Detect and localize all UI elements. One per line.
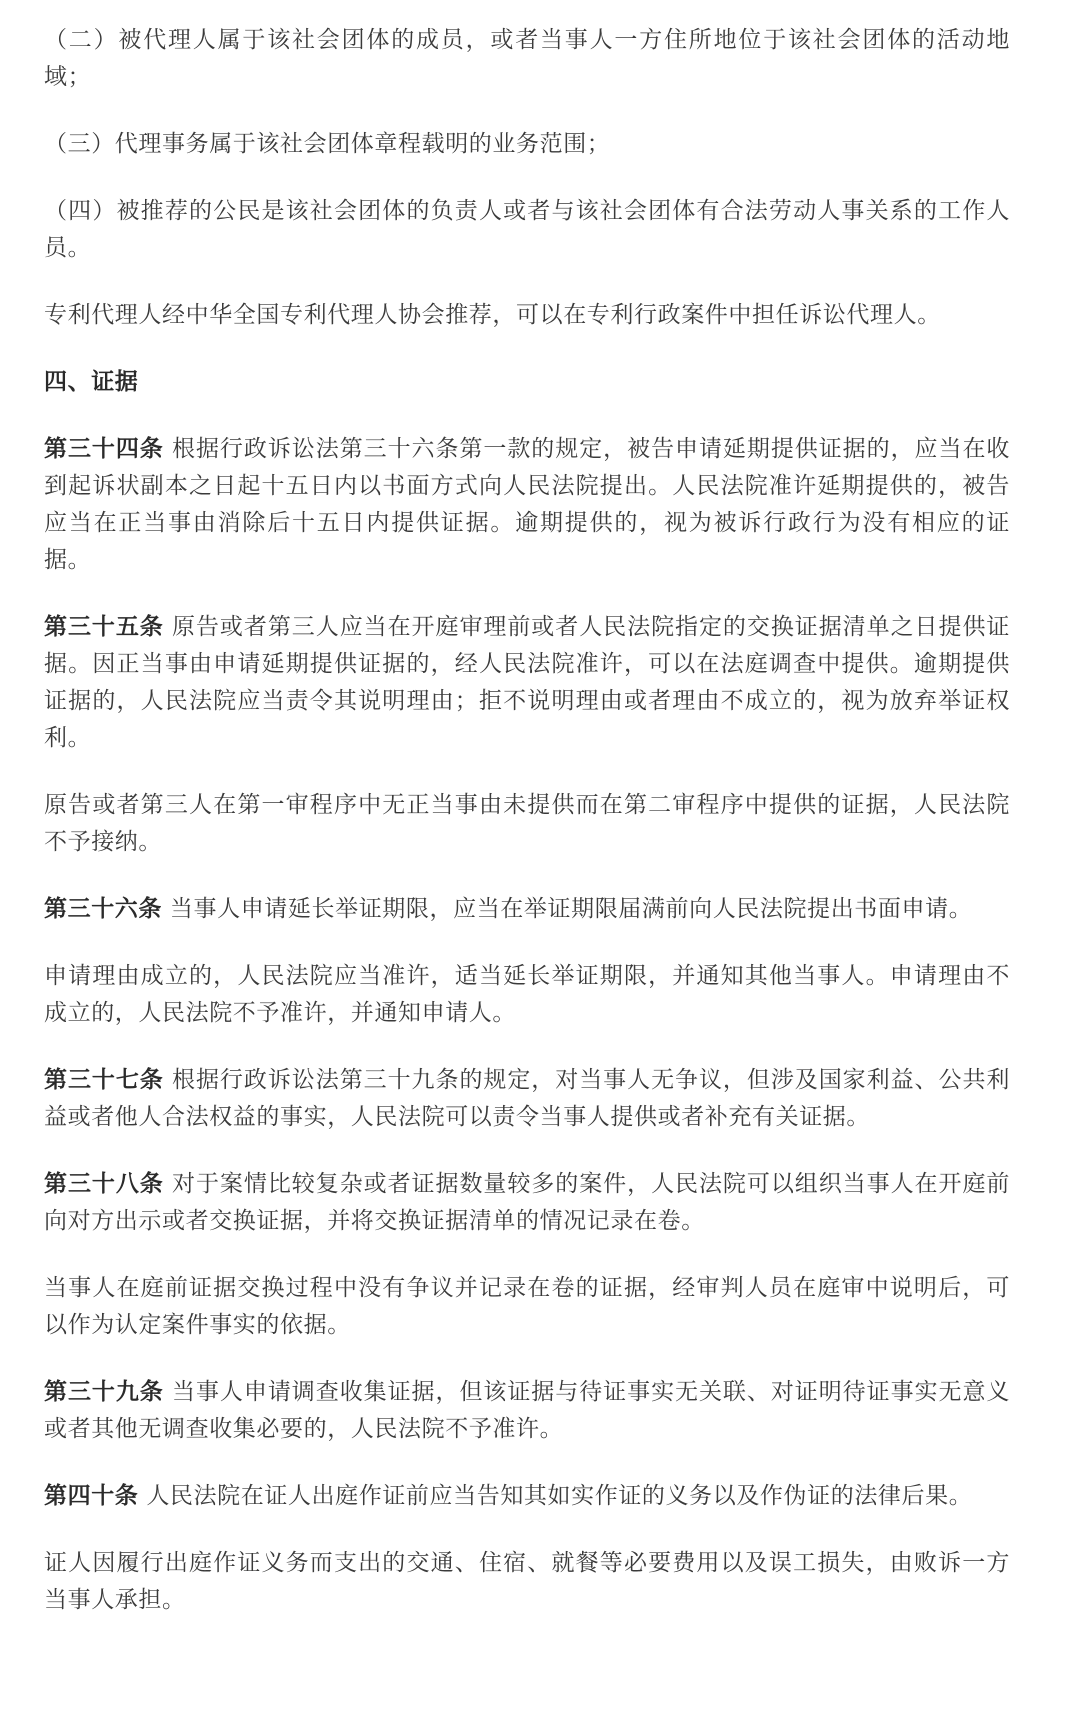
paragraph-text: （三）代理事务属于该社会团体章程载明的业务范围；: [44, 131, 611, 157]
article-text: 对于案情比较复杂或者证据数量较多的案件，人民法院可以组织当事人在开庭前向对方出示或者交换证据，并将交换证据清单的情况记录在卷。: [44, 1171, 1010, 1234]
article-34: [44, 431, 1010, 579]
article-37: [44, 1062, 1010, 1136]
paragraph-4: [44, 193, 1010, 267]
article-38-para-2: [44, 1270, 1010, 1344]
article-text: 原告或者第三人应当在开庭审理前或者人民法院指定的交换证据清单之日提供证据。因正当事由申请延期提供证据的，经人民法院准许，可以在法庭调查中提供。逾期提供证据的，人民法院应当责令其说明理由；拒不说明理由或者理由不成立的，视为放弃举证权利。: [44, 614, 1010, 751]
article-number: 第四十条: [44, 1483, 139, 1509]
paragraph-patent-agent: [44, 297, 1010, 334]
article-36: [44, 891, 1010, 928]
paragraph-text: 原告或者第三人在第一审程序中无正当事由未提供而在第二审程序中提供的证据，人民法院不予接纳。: [44, 792, 1010, 855]
section-heading-evidence: 四、证据: [44, 369, 139, 395]
article-text: 人民法院在证人出庭作证前应当告知其如实作证的义务以及作伪证的法律后果。: [138, 1483, 973, 1509]
article-text: 根据行政诉讼法第三十六条第一款的规定，被告申请延期提供证据的，应当在收到起诉状副本之日起十五日内以书面方式向人民法院提出。人民法院准许延期提供的，被告应当在正当事由消除后十五日内提供证据。逾期提供的，视为被诉行政行为没有相应的证据。: [44, 436, 1010, 573]
article-text: 当事人申请延长举证期限，应当在举证期限届满前向人民法院提出书面申请。: [162, 896, 973, 922]
paragraph-text: 申请理由成立的，人民法院应当准许，适当延长举证期限，并通知其他当事人。申请理由不成立的，人民法院不予准许，并通知申请人。: [44, 963, 1010, 1026]
paragraph-text: （四）被推荐的公民是该社会团体的负责人或者与该社会团体有合法劳动人事关系的工作人员。: [44, 198, 1010, 261]
paragraph-text: 证人因履行出庭作证义务而支出的交通、住宿、就餐等必要费用以及误工损失，由败诉一方当事人承担。: [44, 1550, 1010, 1613]
article-text: 根据行政诉讼法第三十九条的规定，对当事人无争议，但涉及国家利益、公共利益或者他人合法权益的事实，人民法院可以责令当事人提供或者补充有关证据。: [44, 1067, 1010, 1130]
article-number: 第三十八条: [44, 1171, 164, 1197]
paragraph-text: （二）被代理人属于该社会团体的成员，或者当事人一方住所地位于该社会团体的活动地域；: [44, 27, 1010, 90]
article-number: 第三十五条: [44, 614, 164, 640]
paragraph-2: [44, 22, 1010, 96]
article-number: 第三十六条: [44, 896, 162, 922]
article-38: [44, 1166, 1010, 1240]
paragraph-text: 专利代理人经中华全国专利代理人协会推荐，可以在专利行政案件中担任诉讼代理人。: [44, 302, 941, 328]
article-36-para-2: [44, 958, 1010, 1032]
article-number: 第三十七条: [44, 1067, 164, 1093]
article-number: 第三十九条: [44, 1379, 164, 1405]
article-39: [44, 1374, 1010, 1448]
paragraph-text: 当事人在庭前证据交换过程中没有争议并记录在卷的证据，经审判人员在庭审中说明后，可以作为认定案件事实的依据。: [44, 1275, 1010, 1338]
article-text: 当事人申请调查收集证据，但该证据与待证事实无关联、对证明待证事实无意义或者其他无调查收集必要的，人民法院不予准许。: [44, 1379, 1010, 1442]
article-40: [44, 1478, 1010, 1515]
article-number: 第三十四条: [44, 436, 164, 462]
article-35-para-2: [44, 787, 1010, 861]
article-40-para-2: [44, 1545, 1010, 1619]
paragraph-3: [44, 126, 1010, 163]
article-35: [44, 609, 1010, 757]
